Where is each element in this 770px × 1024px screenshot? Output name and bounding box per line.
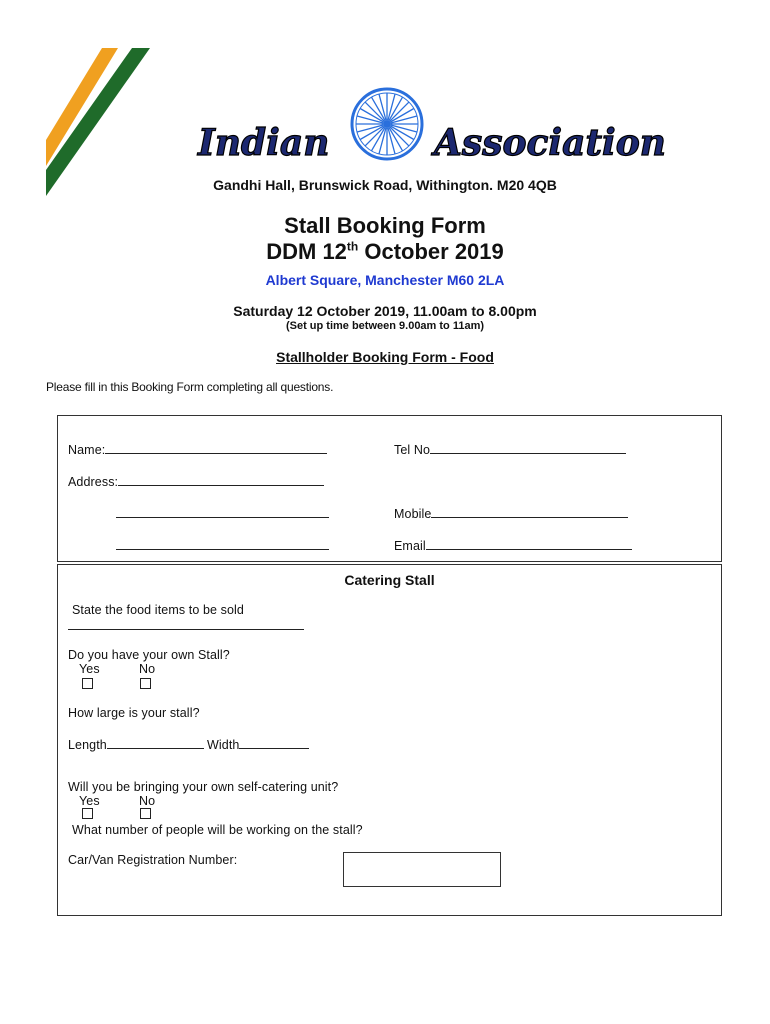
people-question: What number of people will be working on the stall? [72,823,363,837]
food-items-label: State the food items to be sold [72,603,244,617]
self-catering-yes-checkbox[interactable] [82,808,93,819]
address-line-3[interactable] [116,536,329,553]
catering-heading: Catering Stall [344,572,435,588]
email-input-line[interactable] [426,536,632,550]
tel-field[interactable]: Tel No [394,440,626,457]
booking-form-heading: Stallholder Booking Form - Food [276,349,494,365]
stall-size-question: How large is your stall? [68,706,200,720]
org-name-left: Indian [198,122,330,164]
org-address: Gandhi Hall, Brunswick Road, Withington. M20 4QB [213,177,557,193]
address-field[interactable]: Address: [68,472,324,489]
setup-time: (Set up time between 9.00am to 11am) [285,320,485,332]
self-catering-no-checkbox[interactable] [140,808,151,819]
tel-input-line[interactable] [430,440,626,454]
length-input-line[interactable] [107,735,204,749]
flag-stripes-icon [46,48,156,198]
mobile-input-line[interactable] [431,504,628,518]
name-input-line[interactable] [105,440,327,454]
address-line-2[interactable] [116,504,329,521]
registration-label: Car/Van Registration Number: [68,853,238,867]
org-name-right: Association [434,122,666,164]
event-date: Saturday 12 October 2019, 11.00am to 8.00pm [233,303,537,319]
address-input-line-2[interactable] [116,504,329,518]
mobile-field[interactable]: Mobile [394,504,628,521]
self-catering-question: Will you be bringing your own self-catering unit? [68,780,339,794]
self-catering-yes-label: Yes [79,794,100,808]
org-logo [196,112,696,172]
own-stall-yes-checkbox[interactable] [82,678,93,689]
address-input-line-3[interactable] [116,536,329,550]
name-field[interactable]: Name: [68,440,327,457]
self-catering-no-label: No [139,794,156,808]
ashoka-chakra-icon [346,86,428,162]
venue-address: Albert Square, Manchester M60 2LA [265,272,505,288]
form-subtitle: DDM 12th October 2019 [266,239,504,264]
own-stall-question: Do you have your own Stall? [68,648,230,662]
email-field[interactable]: Email [394,536,632,553]
address-input-line-1[interactable] [118,472,324,486]
form-title: Stall Booking Form [284,213,486,238]
width-field[interactable]: Width [207,735,309,752]
registration-input[interactable] [343,852,501,887]
own-stall-yes-label: Yes [79,662,100,676]
own-stall-no-checkbox[interactable] [140,678,151,689]
width-input-line[interactable] [239,735,309,749]
own-stall-no-label: No [139,662,156,676]
food-items-input-line[interactable] [68,615,304,630]
instructions-text: Please fill in this Booking Form completing all questions. [46,380,334,394]
length-field[interactable]: Length [68,735,204,752]
